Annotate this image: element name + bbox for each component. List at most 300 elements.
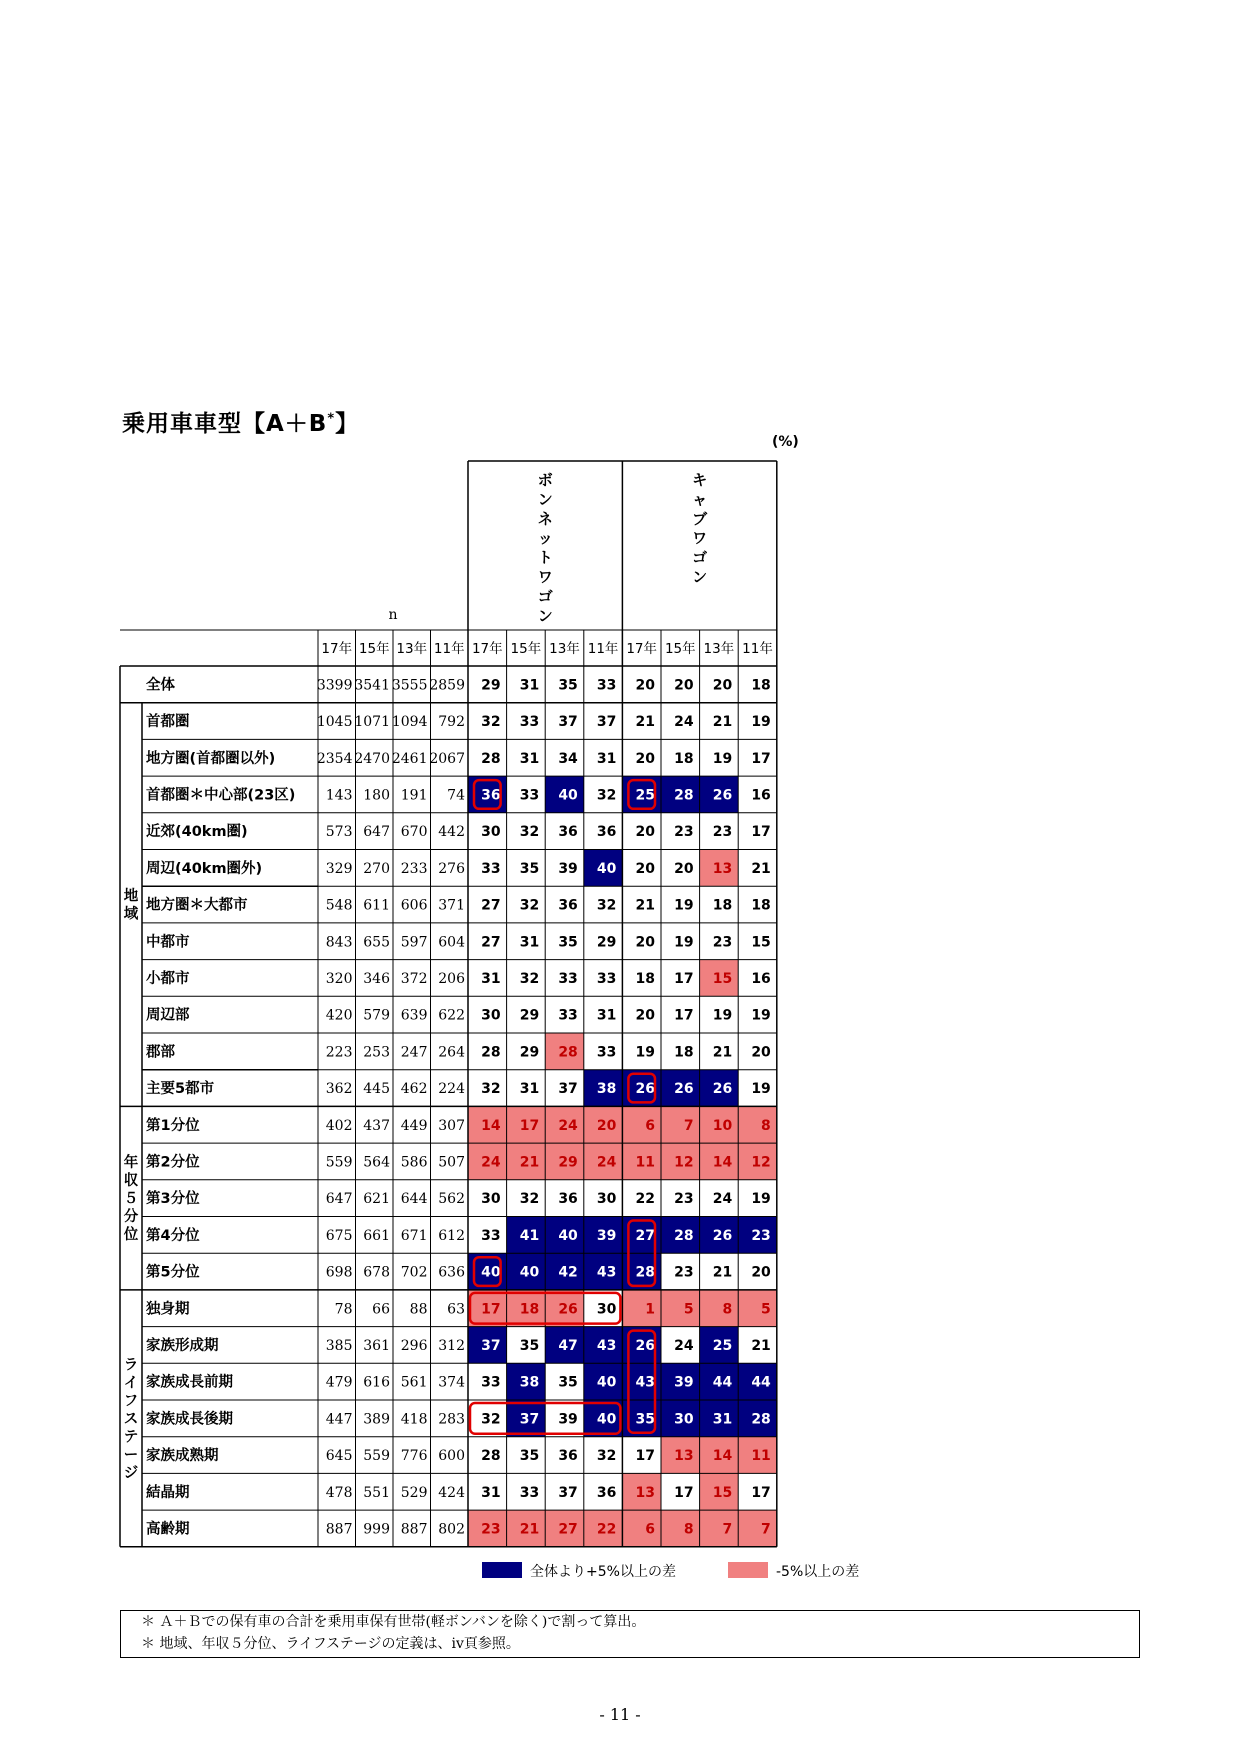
pct-value: 17 <box>674 1484 694 1501</box>
n-value: 636 <box>438 1264 465 1281</box>
n-value: 283 <box>438 1411 465 1428</box>
year-label: 17年 <box>471 641 503 657</box>
pct-value: 17 <box>481 1301 501 1318</box>
row-label: 家族成長後期 <box>146 1411 233 1428</box>
pct-value: 39 <box>674 1374 694 1391</box>
n-value: 437 <box>363 1117 390 1134</box>
pct-value: 33 <box>481 860 501 877</box>
category-char: ラ <box>123 1357 139 1374</box>
n-value: 559 <box>325 1154 353 1171</box>
note-line: ＊ 地域、年収５分位、ライフステージの定義は、ⅳ頁参照。 <box>141 1636 520 1652</box>
row-label: 周辺(40km圏外) <box>146 860 263 877</box>
pct-value: 29 <box>596 934 617 951</box>
pct-value: 36 <box>558 1191 578 1208</box>
pct-value: 42 <box>558 1264 578 1281</box>
pct-value: 30 <box>596 1191 617 1208</box>
page-title: 乗用車車型【A＋B*】 <box>122 411 360 437</box>
pct-value: 23 <box>674 824 694 841</box>
pct-value: 22 <box>635 1191 655 1208</box>
pct-value: 19 <box>751 714 771 731</box>
pct-value: 30 <box>481 1191 501 1208</box>
pct-value: 40 <box>519 1264 540 1281</box>
pct-value: 17 <box>635 1448 655 1465</box>
pct-value: 31 <box>712 1411 733 1428</box>
pct-value: 37 <box>596 714 617 731</box>
row-label: 首都圏 <box>146 714 190 731</box>
pct-value: 16 <box>751 787 771 804</box>
pct-value: 36 <box>558 1448 578 1465</box>
pct-value: 20 <box>674 860 694 877</box>
n-value: 447 <box>325 1411 353 1428</box>
pct-value: 22 <box>596 1521 617 1538</box>
row-label: 独身期 <box>146 1301 190 1318</box>
notes-box <box>120 1610 1140 1658</box>
n-value: 644 <box>400 1191 428 1208</box>
pct-value: 7 <box>683 1117 694 1134</box>
pct-value: 18 <box>751 677 771 694</box>
n-value: 224 <box>438 1081 465 1098</box>
category-char: フ <box>123 1393 139 1410</box>
row-label: 第2分位 <box>146 1154 200 1171</box>
pct-value: 8 <box>761 1117 771 1134</box>
pct-value: 35 <box>558 934 578 951</box>
n-value: 655 <box>363 934 390 951</box>
pct-value: 33 <box>558 970 578 987</box>
pct-value: 19 <box>751 1191 771 1208</box>
pct-value: 17 <box>674 970 694 987</box>
pct-value: 30 <box>674 1411 694 1428</box>
year-label: 13年 <box>396 641 428 657</box>
pct-value: 33 <box>519 787 540 804</box>
year-label: 11年 <box>587 641 619 657</box>
pct-value: 26 <box>635 1081 655 1098</box>
category-char: 年 <box>123 1155 139 1172</box>
n-value: 887 <box>325 1521 353 1538</box>
n-value: 647 <box>325 1191 353 1208</box>
pct-value: 33 <box>481 1374 501 1391</box>
n-value: 312 <box>438 1337 465 1354</box>
pct-value: 31 <box>519 934 540 951</box>
n-value: 564 <box>363 1154 390 1171</box>
pct-value: 38 <box>519 1374 540 1391</box>
pct-value: 21 <box>519 1154 540 1171</box>
pct-value: 14 <box>481 1117 501 1134</box>
pct-value: 20 <box>712 677 733 694</box>
pct-value: 24 <box>558 1117 578 1134</box>
highlight-cell <box>622 1106 661 1143</box>
legend-negative-label: -5%以上の差 <box>776 1564 860 1580</box>
category-char: ５ <box>123 1191 139 1208</box>
pct-value: 28 <box>674 1227 694 1244</box>
n-value: 66 <box>372 1301 390 1318</box>
pct-value: 31 <box>596 1007 617 1024</box>
n-value: 606 <box>400 897 428 914</box>
group-title-char: ン <box>537 606 553 625</box>
pct-value: 25 <box>635 787 655 804</box>
pct-value: 28 <box>751 1411 771 1428</box>
n-value: 529 <box>400 1484 428 1501</box>
pct-value: 6 <box>645 1521 655 1538</box>
pct-value: 36 <box>596 824 617 841</box>
pct-value: 24 <box>674 1337 694 1354</box>
highlight-cell <box>738 1106 777 1143</box>
pct-value: 29 <box>558 1154 578 1171</box>
n-value: 223 <box>325 1044 353 1061</box>
pct-value: 29 <box>481 677 501 694</box>
row-label: 小都市 <box>146 970 190 987</box>
pct-value: 32 <box>481 1411 501 1428</box>
pct-value: 31 <box>519 1081 540 1098</box>
pct-value: 32 <box>596 1448 617 1465</box>
pct-value: 40 <box>558 787 578 804</box>
n-value: 2859 <box>429 677 465 694</box>
n-value: 802 <box>438 1521 465 1538</box>
n-value: 385 <box>325 1337 353 1354</box>
row-label: 地方圏(首都圏以外) <box>146 750 276 767</box>
n-value: 88 <box>409 1301 428 1318</box>
n-value: 792 <box>438 714 465 731</box>
pct-value: 39 <box>558 1411 578 1428</box>
pct-value: 24 <box>596 1154 617 1171</box>
n-value: 253 <box>363 1044 390 1061</box>
pct-value: 13 <box>635 1484 655 1501</box>
row-label: 主要5都市 <box>146 1081 215 1098</box>
pct-value: 7 <box>761 1521 771 1538</box>
n-value: 3399 <box>316 677 353 694</box>
pct-value: 12 <box>674 1154 694 1171</box>
pct-value: 24 <box>674 714 694 731</box>
n-value: 645 <box>325 1448 353 1465</box>
row-label: 第1分位 <box>146 1117 200 1134</box>
pct-value: 21 <box>635 897 655 914</box>
pct-value: 41 <box>519 1227 540 1244</box>
n-value: 776 <box>400 1448 428 1465</box>
pct-value: 24 <box>481 1154 501 1171</box>
pct-value: 6 <box>645 1117 655 1134</box>
pct-value: 5 <box>761 1301 771 1318</box>
pct-value: 21 <box>751 860 771 877</box>
n-value: 264 <box>438 1044 465 1061</box>
n-value: 346 <box>363 970 390 987</box>
pct-value: 36 <box>558 824 578 841</box>
pct-value: 30 <box>481 824 501 841</box>
category-char: 地 <box>123 888 139 905</box>
pct-value: 37 <box>481 1337 501 1354</box>
n-value: 362 <box>325 1081 353 1098</box>
row-label: 近郊(40km圏) <box>146 824 248 841</box>
n-value: 999 <box>363 1521 390 1538</box>
n-value: 586 <box>400 1154 428 1171</box>
pct-value: 40 <box>596 860 617 877</box>
pct-value: 33 <box>519 714 540 731</box>
row-label: 家族成長前期 <box>146 1374 233 1391</box>
pct-value: 20 <box>751 1044 771 1061</box>
n-value: 579 <box>363 1007 390 1024</box>
group-title-char: ッ <box>537 529 553 548</box>
pct-value: 30 <box>596 1301 617 1318</box>
pct-value: 44 <box>712 1374 733 1391</box>
pct-value: 19 <box>674 934 694 951</box>
n-value: 2461 <box>391 750 428 767</box>
pct-value: 15 <box>751 934 771 951</box>
category-char: 位 <box>123 1227 139 1244</box>
n-value: 562 <box>438 1191 465 1208</box>
n-value: 418 <box>400 1411 428 1428</box>
n-value: 622 <box>438 1007 465 1024</box>
pct-value: 36 <box>481 787 501 804</box>
pct-value: 37 <box>558 714 578 731</box>
n-value: 612 <box>438 1227 465 1244</box>
pct-value: 20 <box>635 750 655 767</box>
pct-value: 23 <box>674 1264 694 1281</box>
n-value: 78 <box>334 1301 353 1318</box>
n-value: 371 <box>438 897 465 914</box>
highlight-cell <box>700 1510 739 1547</box>
pct-value: 23 <box>712 934 733 951</box>
pct-value: 28 <box>674 787 694 804</box>
pct-value: 18 <box>674 750 694 767</box>
pct-value: 20 <box>635 1007 655 1024</box>
pct-value: 34 <box>558 750 578 767</box>
n-value: 296 <box>400 1337 428 1354</box>
year-label: 13年 <box>703 641 735 657</box>
pct-value: 18 <box>674 1044 694 1061</box>
group-title-char: ゴ <box>537 587 553 606</box>
n-value: 329 <box>325 860 353 877</box>
n-value: 143 <box>325 787 353 804</box>
pct-value: 1 <box>645 1301 655 1318</box>
pct-value: 23 <box>481 1521 501 1538</box>
row-label: 家族形成期 <box>146 1337 219 1354</box>
pct-value: 18 <box>712 897 733 914</box>
group-title-char: ボ <box>537 471 553 489</box>
n-value: 445 <box>363 1081 390 1098</box>
pct-value: 19 <box>674 897 694 914</box>
n-value: 389 <box>363 1411 390 1428</box>
n-value: 270 <box>363 860 390 877</box>
pct-value: 31 <box>481 1484 501 1501</box>
pct-value: 20 <box>635 860 655 877</box>
category-char: テ <box>123 1429 139 1446</box>
row-label: 第4分位 <box>146 1227 200 1244</box>
group-title-char: ト <box>537 548 553 567</box>
pct-value: 11 <box>635 1154 655 1171</box>
n-value: 247 <box>400 1044 428 1061</box>
category-char: ス <box>123 1411 139 1428</box>
group-title-char: ワ <box>537 568 553 586</box>
pct-value: 18 <box>635 970 655 987</box>
row-label: 地方圏＊大都市 <box>146 897 248 914</box>
category-char: 分 <box>123 1209 139 1226</box>
row-label: 第3分位 <box>146 1191 200 1208</box>
pct-value: 21 <box>751 1337 771 1354</box>
n-value: 611 <box>363 897 390 914</box>
pct-value: 16 <box>751 970 771 987</box>
year-label: 13年 <box>549 641 580 657</box>
pct-value: 19 <box>635 1044 655 1061</box>
year-label: 15年 <box>358 641 390 657</box>
pct-value: 19 <box>712 1007 733 1024</box>
pct-value: 14 <box>712 1154 733 1171</box>
year-label: 17年 <box>626 641 658 657</box>
pct-value: 35 <box>519 1448 540 1465</box>
pct-value: 33 <box>596 1044 617 1061</box>
pct-value: 15 <box>712 970 733 987</box>
pct-value: 36 <box>558 897 578 914</box>
pct-value: 27 <box>635 1227 655 1244</box>
pct-value: 32 <box>596 787 617 804</box>
n-value: 206 <box>438 970 465 987</box>
pct-value: 11 <box>751 1448 771 1465</box>
highlight-cell <box>738 1290 777 1327</box>
pct-value: 31 <box>519 750 540 767</box>
highlight-cell <box>622 1290 661 1327</box>
row-label: 結晶期 <box>146 1484 190 1501</box>
pct-value: 33 <box>519 1484 540 1501</box>
n-value: 2470 <box>354 750 390 767</box>
pct-value: 27 <box>481 934 501 951</box>
pct-value: 13 <box>674 1448 694 1465</box>
n-value: 233 <box>400 860 428 877</box>
category-char: 収 <box>123 1173 139 1190</box>
pct-value: 23 <box>674 1191 694 1208</box>
n-value: 372 <box>400 970 428 987</box>
n-value: 462 <box>400 1081 428 1098</box>
pct-value: 26 <box>712 1081 733 1098</box>
pct-value: 40 <box>596 1411 617 1428</box>
pct-value: 35 <box>519 1337 540 1354</box>
n-value: 887 <box>400 1521 428 1538</box>
row-label: 周辺部 <box>146 1007 190 1024</box>
n-value: 671 <box>400 1227 428 1244</box>
highlight-cell <box>622 1510 661 1547</box>
highlight-cell <box>738 1510 777 1547</box>
unit-label: (%) <box>772 434 799 450</box>
page-number: - 11 - <box>599 1705 641 1724</box>
pct-value: 17 <box>751 750 771 767</box>
category-char: イ <box>123 1375 139 1392</box>
pct-value: 19 <box>751 1081 771 1098</box>
pct-value: 18 <box>751 897 771 914</box>
n-value: 2354 <box>316 750 353 767</box>
pct-value: 27 <box>558 1521 578 1538</box>
pct-value: 15 <box>712 1484 733 1501</box>
n-value: 449 <box>400 1117 428 1134</box>
pct-value: 35 <box>635 1411 655 1428</box>
pct-value: 33 <box>558 1007 578 1024</box>
legend-negative-swatch <box>728 1562 768 1578</box>
pct-value: 20 <box>635 934 655 951</box>
n-value: 647 <box>363 824 390 841</box>
n-value: 661 <box>363 1227 390 1244</box>
pct-value: 20 <box>596 1117 617 1134</box>
pct-value: 21 <box>712 1264 733 1281</box>
pct-value: 32 <box>519 824 540 841</box>
pct-value: 28 <box>481 750 501 767</box>
pct-value: 33 <box>481 1227 501 1244</box>
n-value: 573 <box>325 824 353 841</box>
pct-value: 47 <box>558 1337 578 1354</box>
pct-value: 20 <box>751 1264 771 1281</box>
pct-value: 32 <box>596 897 617 914</box>
pct-value: 35 <box>558 1374 578 1391</box>
pct-value: 17 <box>674 1007 694 1024</box>
pct-value: 26 <box>635 1337 655 1354</box>
n-value: 374 <box>438 1374 465 1391</box>
n-value: 478 <box>325 1484 353 1501</box>
row-label: 第5分位 <box>146 1264 200 1281</box>
row-label: 郡部 <box>146 1044 175 1061</box>
pct-value: 32 <box>519 897 540 914</box>
highlight-cell <box>661 1290 700 1327</box>
pct-value: 37 <box>558 1484 578 1501</box>
n-value: 678 <box>363 1264 390 1281</box>
category-char: ー <box>123 1447 139 1464</box>
legend-positive-label: 全体より+5%以上の差 <box>530 1564 676 1580</box>
pct-value: 18 <box>519 1301 540 1318</box>
n-value: 548 <box>325 897 353 914</box>
pct-value: 29 <box>519 1044 540 1061</box>
n-value: 843 <box>325 934 353 951</box>
group-title-char: ン <box>537 490 553 509</box>
pct-value: 24 <box>712 1191 733 1208</box>
n-value: 191 <box>400 787 428 804</box>
group-title-char: ネ <box>537 509 553 528</box>
pct-value: 12 <box>751 1154 771 1171</box>
n-value: 698 <box>325 1264 353 1281</box>
pct-value: 40 <box>596 1374 617 1391</box>
n-value: 621 <box>363 1191 390 1208</box>
group-title-char: ン <box>692 568 708 586</box>
pct-value: 21 <box>712 1044 733 1061</box>
n-value: 442 <box>438 824 465 841</box>
pct-value: 31 <box>481 970 501 987</box>
pct-value: 32 <box>519 1191 540 1208</box>
year-label: 15年 <box>510 641 542 657</box>
pct-value: 35 <box>519 860 540 877</box>
pct-value: 26 <box>712 1227 733 1244</box>
pct-value: 27 <box>481 897 501 914</box>
pct-value: 20 <box>635 677 655 694</box>
n-value: 361 <box>363 1337 390 1354</box>
pct-value: 8 <box>722 1301 733 1318</box>
group-title-char: キ <box>692 471 708 489</box>
pct-value: 26 <box>674 1081 694 1098</box>
n-value: 1071 <box>354 714 390 731</box>
pct-value: 32 <box>519 970 540 987</box>
n-value: 702 <box>400 1264 428 1281</box>
n-value: 420 <box>325 1007 353 1024</box>
row-label: 全体 <box>146 677 175 694</box>
n-value: 74 <box>447 787 465 804</box>
n-value: 670 <box>400 824 428 841</box>
pct-value: 39 <box>558 860 578 877</box>
pct-value: 20 <box>674 677 694 694</box>
year-label: 11年 <box>742 641 773 657</box>
n-value: 675 <box>325 1227 353 1244</box>
pct-value: 21 <box>712 714 733 731</box>
year-label: 17年 <box>321 641 353 657</box>
pct-value: 17 <box>751 824 771 841</box>
group-title-char: ブ <box>692 509 708 528</box>
n-value: 424 <box>438 1484 465 1501</box>
pct-value: 43 <box>596 1264 617 1281</box>
pct-value: 23 <box>712 824 733 841</box>
pct-value: 17 <box>751 1484 771 1501</box>
n-value: 604 <box>438 934 465 951</box>
n-value: 559 <box>363 1448 390 1465</box>
pct-value: 29 <box>519 1007 540 1024</box>
